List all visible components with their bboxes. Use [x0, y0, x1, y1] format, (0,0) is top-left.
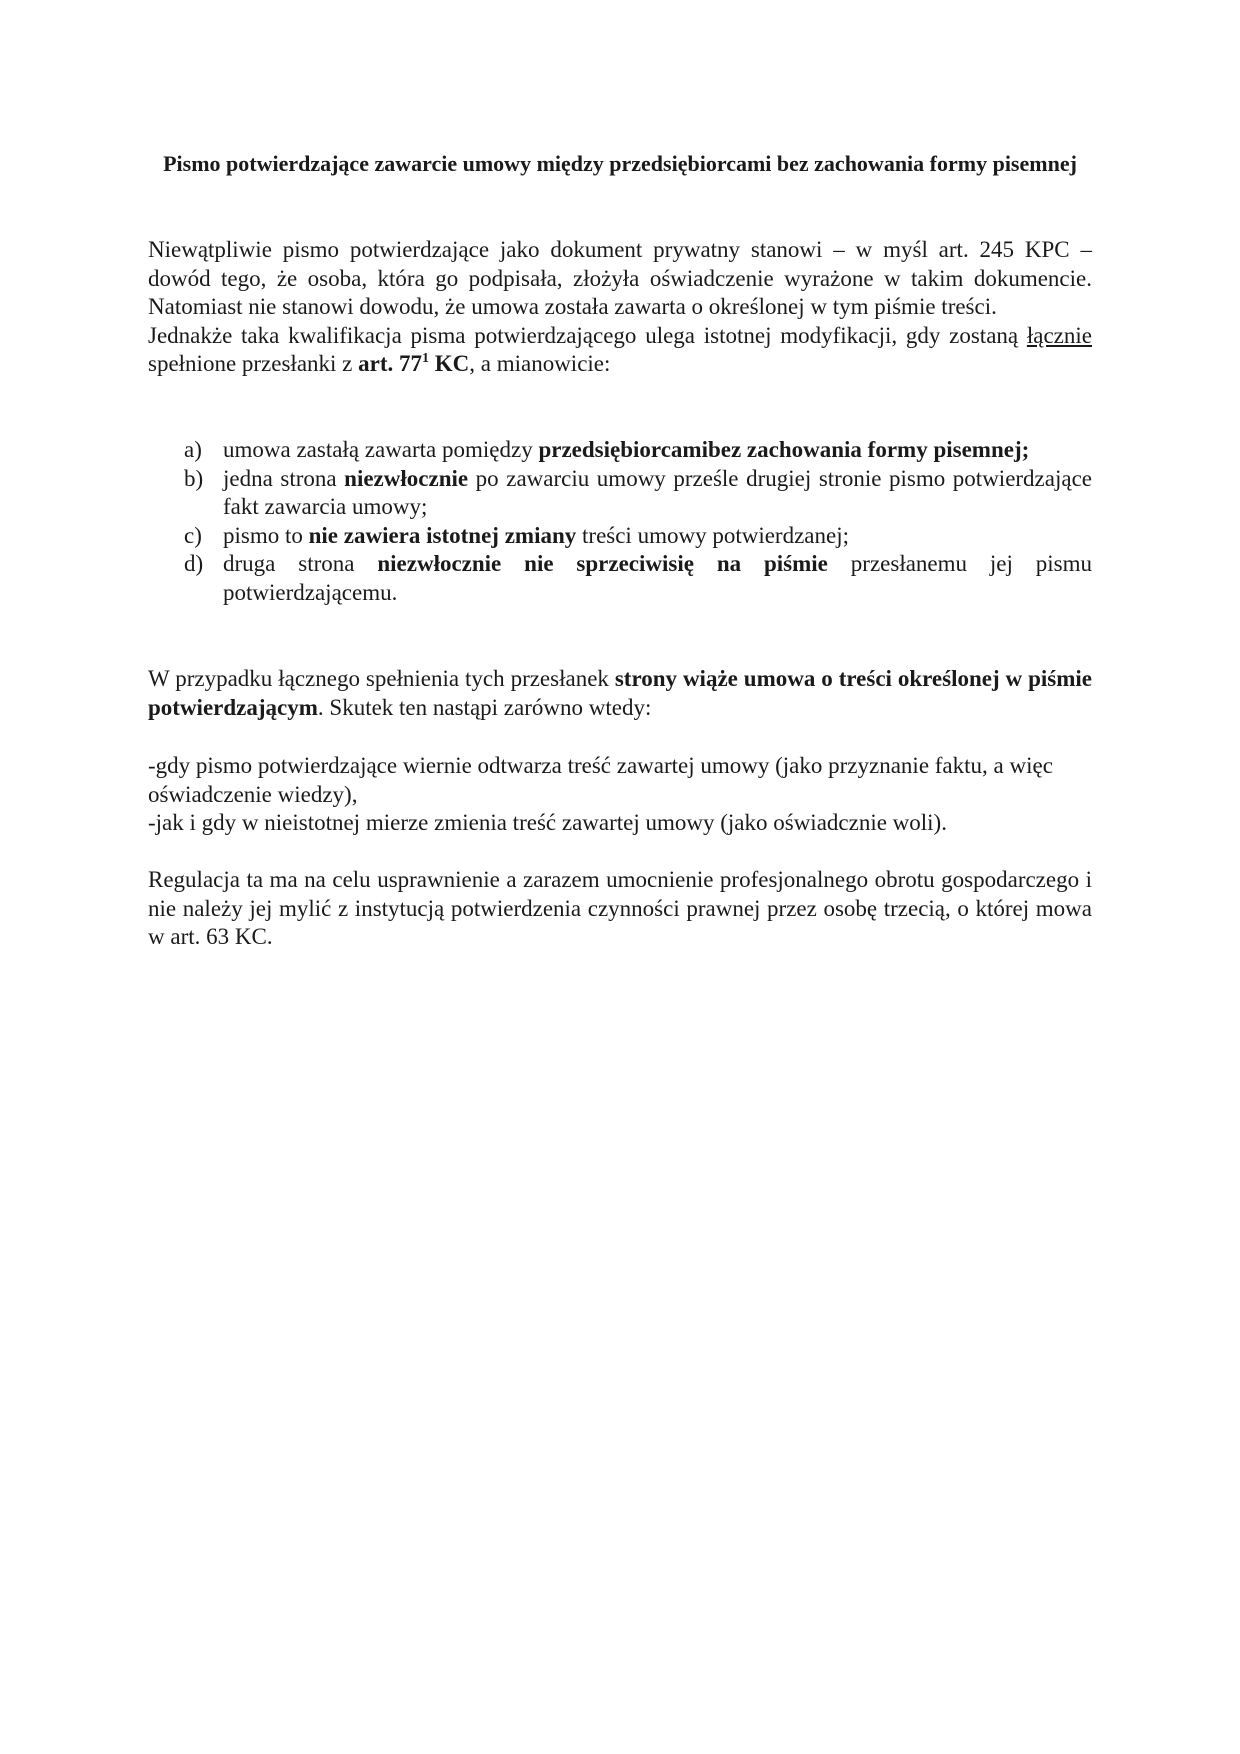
- list-item: [148, 465, 1092, 522]
- qualification-text-c: , a mianowicie:: [469, 351, 611, 376]
- list-marker: d): [184, 551, 204, 576]
- article-code: KC: [429, 351, 470, 376]
- list-item-bold: przedsiębiorcamibez zachowania formy pisemnej;: [538, 437, 1030, 462]
- case-line-1: -gdy pismo potwierdzające wiernie odtwarza treść zawartej umowy (jako przyznanie faktu, a więc oświadczenie wiedzy),: [148, 753, 1053, 807]
- case-line-2: -jak i gdy w nieistotnej mierze zmienia treść zawartej umowy (jako oświadcznie woli).: [148, 810, 947, 835]
- paragraph-cases: [148, 752, 1092, 838]
- document-title: Pismo potwierdzające zawarcie umowy między przedsiębiorcami bez zachowania formy pisemnej: [163, 151, 1077, 176]
- list-item-text: pismo to: [223, 522, 309, 548]
- list-item: [148, 550, 1092, 607]
- paragraph-intro: Niewątpliwie pismo potwierdzające jako dokument prywatny stanowi – w myśl art. 245 KPC – dowód tego, że osoba, która go podpisała, złożyła oświadczenie wyrażone w takim dokumencie. Natomiast nie stanowi dowodu, że umowa została zawarta o określonej w tym piśmie treści.: [148, 237, 1092, 319]
- effect-bold: strony wiąże umowa o treści określonej w piśmie potwierdzającym: [148, 666, 1092, 720]
- paragraph-qualification: [148, 322, 1092, 379]
- list-item: [148, 436, 1092, 465]
- underlined-lacznie: łącznie: [1026, 322, 1092, 348]
- intro-section: [148, 236, 1092, 379]
- list-item-bold: nie zawiera istotnej zmiany: [308, 522, 577, 548]
- list-item-text-end: po zawarciu umowy prześle drugiej stronie pismo potwierdzające fakt zawarcia umowy;: [223, 465, 1092, 519]
- qualification-text-b: spełnione przesłanki z: [148, 351, 359, 376]
- list-item: [148, 522, 1092, 551]
- paragraph-regulation: [148, 866, 1092, 952]
- qualification-text-a: Jednakże taka kwalifikacja pisma potwierdzającego ulega istotnej modyfikacji, gdy zostaną: [148, 322, 1027, 348]
- list-marker: c): [184, 522, 202, 548]
- list-item-text-end: przesłanemu jej pismu potwierdzającemu.: [223, 551, 1093, 605]
- effect-text-b: . Skutek ten nastąpi zarówno wtedy:: [317, 694, 652, 720]
- list-marker: b): [184, 465, 204, 491]
- article-ref-text: art. 77: [358, 351, 422, 376]
- effect-text-a: W przypadku łącznego spełnienia tych przesłanek: [148, 666, 615, 691]
- article-superscript: 1: [422, 351, 429, 366]
- list-item-bold: niezwłocznie nie sprzeciwisię na piśmie: [377, 551, 828, 576]
- list-item-text: druga strona: [223, 551, 378, 576]
- list-marker: a): [184, 437, 202, 462]
- regulation-text: Regulacja ta ma na celu usprawnienie a zarazem umocnienie profesjonalnego obrotu gospodarczego i nie należy jej mylić z instytucją potwierdzenia czynności prawnej przez osobę trzecią, o której mowa w art. 63 KC.: [148, 867, 1092, 949]
- list-item-text: umowa zastałą zawarta pomiędzy: [223, 437, 539, 462]
- conditions-list: [148, 436, 1092, 607]
- list-item-bold: niezwłocznie: [344, 465, 469, 491]
- list-item-text-end: treści umowy potwierdzanej;: [576, 522, 849, 548]
- paragraph-effect: [148, 665, 1092, 722]
- list-item-text: jedna strona: [223, 465, 345, 491]
- article-ref: [358, 351, 469, 376]
